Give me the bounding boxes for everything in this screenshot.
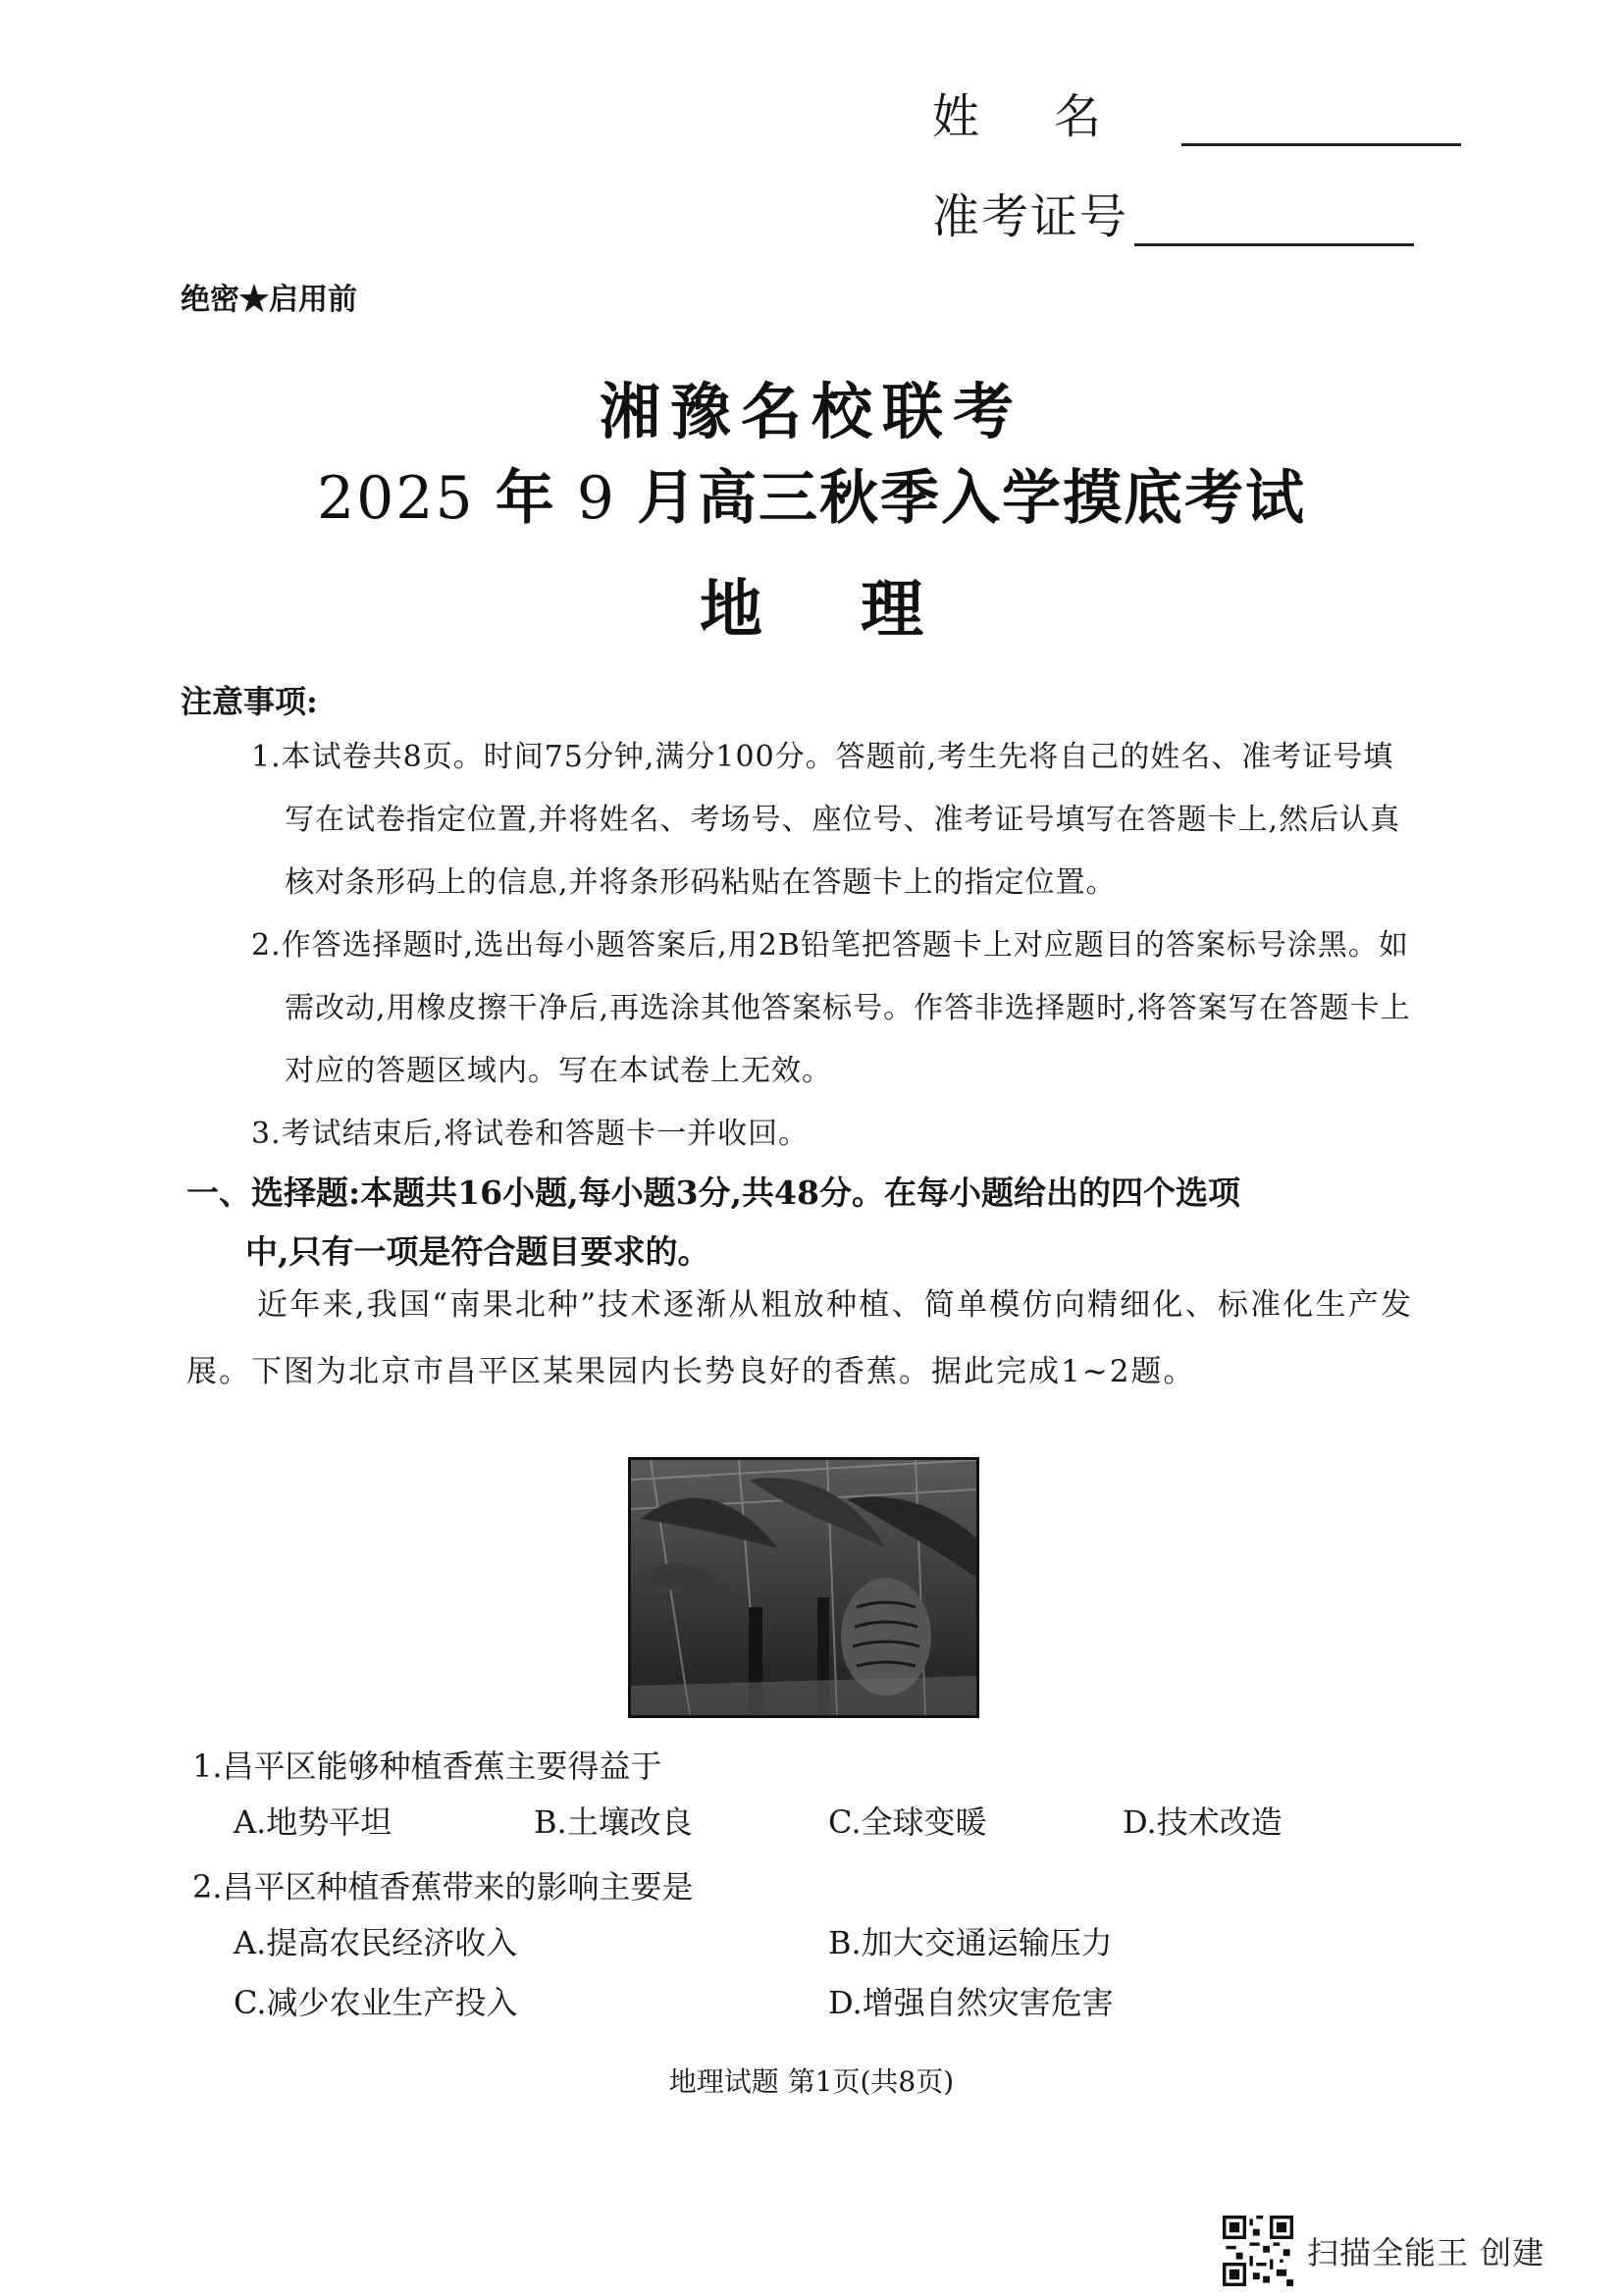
question-1-stem: 1.昌平区能够种植香蕉主要得益于 — [192, 1748, 662, 1785]
notice-item: 1.本试卷共8页。时间75分钟,满分100分。答题前,考生先将自己的姓名、准考证号填写在试卷指定位置,并将姓名、考场号、座位号、准考证号填写在答题卡上,然后认真核对条形码上的信息,并将条形码粘贴在答题卡上的指定位置。 — [251, 740, 1401, 900]
question-1-option-c: C.全球变暖 — [828, 1803, 987, 1841]
question-1-option-b: B.土壤改良 — [534, 1803, 693, 1841]
subtitle-year: 2025 — [316, 464, 475, 533]
banana-greenhouse-photo — [628, 1457, 979, 1718]
scanner-watermark — [1223, 2216, 1544, 2286]
confidential-label: 绝密★启用前 — [181, 283, 357, 317]
subtitle-rest: 月高三秋季入学摸底考试 — [637, 464, 1307, 533]
section-heading-line1: 一、选择题:本题共16小题,每小题3分,共48分。在每小题给出的四个选项 — [186, 1174, 1240, 1212]
question-2-option-d: D.增强自然灾害危害 — [828, 1984, 1114, 2021]
notice-item: 2.作答选择题时,选出每小题答案后,用2B铅笔把答题卡上对应题目的答案标号涂黑。如需改动,用橡皮擦干净后,再选涂其他答案标号。作答非选择题时,将答案写在答题卡上对应的答题区域内。写在本试卷上无效。 — [251, 928, 1411, 1088]
exam-subtitle — [0, 451, 1623, 536]
subject-title: 地理 — [700, 573, 1021, 647]
question-2-option-a: A.提高农民经济收入 — [234, 1924, 518, 1961]
question-1-option-a: A.地势平坦 — [234, 1803, 393, 1841]
subtitle-year-unit: 年 — [495, 464, 556, 533]
question-2-option-c: C.减少农业生产投入 — [234, 1984, 518, 2021]
exam-title: 湘豫名校联考 — [599, 376, 1023, 447]
question-1-option-d: D.技术改造 — [1123, 1803, 1283, 1841]
exam-id-blank — [1134, 200, 1414, 246]
notice-list — [245, 726, 1413, 1166]
notice-heading: 注意事项: — [181, 683, 318, 720]
name-blank — [1181, 100, 1461, 146]
notice-item: 3.考试结束后,将试卷和答题卡一并收回。 — [251, 1117, 810, 1151]
question-2-stem: 2.昌平区种植香蕉带来的影响主要是 — [192, 1868, 694, 1905]
page-footer: 地理试题 第1页(共8页) — [668, 2065, 955, 2098]
question-intro: 近年来,我国“南果北种”技术逐渐从粗放种植、简单模仿向精细化、标准化生产发展。下图为北京市昌平区某果园内长势良好的香蕉。据此完成1~2题。 — [186, 1287, 1413, 1389]
question-2-option-b: B.加大交通运输压力 — [828, 1924, 1113, 1961]
subtitle-month: 9 — [576, 464, 616, 533]
exam-id-field — [932, 179, 1414, 246]
name-label: 姓名 — [932, 89, 1177, 144]
qr-code-icon — [1223, 2216, 1293, 2286]
section-heading — [186, 1164, 1433, 1281]
exam-id-label: 准考证号 — [932, 189, 1129, 244]
name-field — [932, 78, 1461, 146]
section-heading-line2: 中,只有一项是符合题目要求的。 — [245, 1232, 710, 1271]
watermark-text: 扫描全能王 创建 — [1307, 2234, 1545, 2271]
